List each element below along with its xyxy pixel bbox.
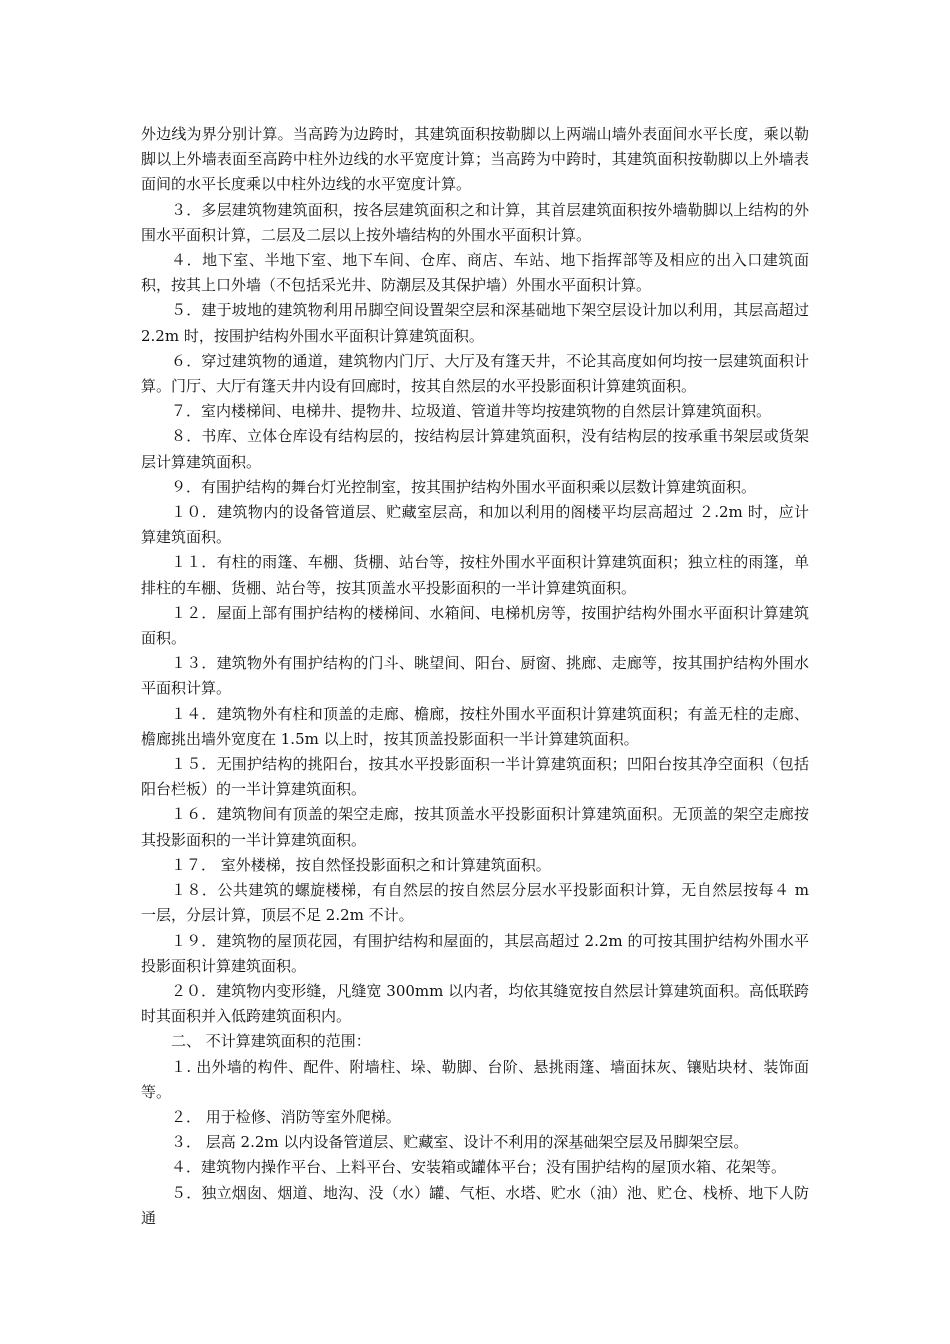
paragraph-item-18: １８．公共建筑的螺旋楼梯，有自然层的按自然层分层水平投影面积计算，无自然层按每４ m 一层，分层计算，顶层不足 2.2m 不计。 <box>141 881 809 925</box>
paragraph-continuation: 外边线为界分别计算。当高跨为边跨时，其建筑面积按勒脚以上两端山墙外表面间水平长度，乘以勒脚以上外墙表面至高跨中柱外边线的水平宽度计算；当高跨为中跨时，其建筑面积按勒脚以上外墙表面间的水平长度乘以中柱外边线的水平宽度计算。 <box>141 125 809 194</box>
paragraph-item-6: ６．穿过建筑物的通道，建筑物内门厅、大厅及有篷天井，不论其高度如何均按一层建筑面积计算。门厅、大厅有篷天井内设有回廊时，按其自然层的水平投影面积计算建筑面积。 <box>141 351 809 396</box>
document-body <box>141 122 809 1231</box>
paragraph-item-20: ２０．建筑物内变形缝，凡缝宽 300mm 以内者，均依其缝宽按自然层计算建筑面积。高低联跨时其面积并入低跨建筑面积内。 <box>141 981 809 1026</box>
exclusion-item-3: ３． 层高 2.2m 以内设备管道层、贮藏室、设计不利用的深基础架空层及吊脚架空层。 <box>171 1133 749 1152</box>
paragraph-item-17: １７． 室外楼梯，按自然怪投影面积之和计算建筑面积。 <box>171 855 551 874</box>
paragraph-item-11: １１．有柱的雨篷、车棚、货棚、站台等，按柱外围水平面积计算建筑面积；独立柱的雨篷，单排柱的车棚、货棚、站台等，按其顶盖水平投影面积的一半计算建筑面积。 <box>141 553 809 597</box>
exclusion-item-4: ４．建筑物内操作平台、上料平台、安装箱或罐体平台；没有围护结构的屋顶水箱、花架等。 <box>171 1158 787 1177</box>
paragraph-item-8: ８．书库、立体仓库设有结构层的，按结构层计算建筑面积，没有结构层的按承重书架层或货架层计算建筑面积。 <box>141 427 809 471</box>
paragraph-item-12: １２．屋面上部有围护结构的楼梯间、水箱间、电梯机房等，按围护结构外围水平面积计算建筑面积。 <box>141 603 809 648</box>
exclusion-item-1: １. 出外墙的构件、配件、附墙柱、垛、勒脚、台阶、悬挑雨篷、墙面抹灰、镶贴块材、装饰面等。 <box>141 1057 809 1101</box>
paragraph-item-16: １６．建筑物间有顶盖的架空走廊，按其顶盖水平投影面积计算建筑面积。无顶盖的架空走廊按其投影面积的一半计算建筑面积。 <box>141 805 809 849</box>
paragraph-item-14: １４．建筑物外有柱和顶盖的走廊、檐廊，按柱外围水平面积计算建筑面积；有盖无柱的走廊、檐廊挑出墙外宽度在 1.5m 以上时，按其顶盖投影面积一半计算建筑面积。 <box>141 704 809 748</box>
paragraph-item-3: ３．多层建筑物建筑面积，按各层建筑面积之和计算，其首层建筑面积按外墙勒脚以上结构的外围水平面积计算，二层及二层以上按外墙结构的外围水平面积计算。 <box>141 200 809 244</box>
paragraph-item-13: １３．建筑物外有围护结构的门斗、眺望间、阳台、厨窗、挑廊、走廊等，按其围护结构外围水平面积计算。 <box>141 654 809 698</box>
exclusion-item-2: ２． 用于检修、消防等室外爬梯。 <box>171 1107 401 1126</box>
paragraph-item-9: ９．有围护结构的舞台灯光控制室，按其围护结构外围水平面积乘以层数计算建筑面积。 <box>171 477 757 496</box>
paragraph-item-19: １９．建筑物的屋顶花园，有围护结构和屋面的，其层高超过 2.2m 的可按其围护结构外围水平投影面积计算建筑面积。 <box>141 931 809 975</box>
section-heading: 二、 不计算建筑面积的范围： <box>171 1032 371 1051</box>
paragraph-item-15: １５．无围护结构的挑阳台，按其水平投影面积一半计算建筑面积；凹阳台按其净空面积（包括阳台栏板）的一半计算建筑面积。 <box>141 755 809 799</box>
exclusion-item-5: ５．独立烟囱、烟道、地沟、没（水）罐、气柜、水塔、贮水（油）池、贮仓、栈桥、地下人防通 <box>141 1183 809 1227</box>
paragraph-item-7: ７．室内楼梯间、电梯井、提物井、垃圾道、管道井等均按建筑物的自然层计算建筑面积。 <box>171 402 772 421</box>
paragraph-item-10: １０．建筑物内的设备管道层、贮藏室层高，和加以利用的阁楼平均层高超过 ２.2m 时，应计算建筑面积。 <box>141 503 809 547</box>
paragraph-item-4: ４．地下室、半地下室、地下车间、仓库、商店、车站、地下指挥部等及相应的出入口建筑面积，按其上口外墙（不包括采光井、防潮层及其保护墙）外围水平面积计算。 <box>141 251 809 295</box>
paragraph-item-5: ５．建于坡地的建筑物利用吊脚空间设置架空层和深基础地下架空层设计加以利用，其层高超过 2.2m 时，按围护结构外围水平面积计算建筑面积。 <box>141 301 809 345</box>
